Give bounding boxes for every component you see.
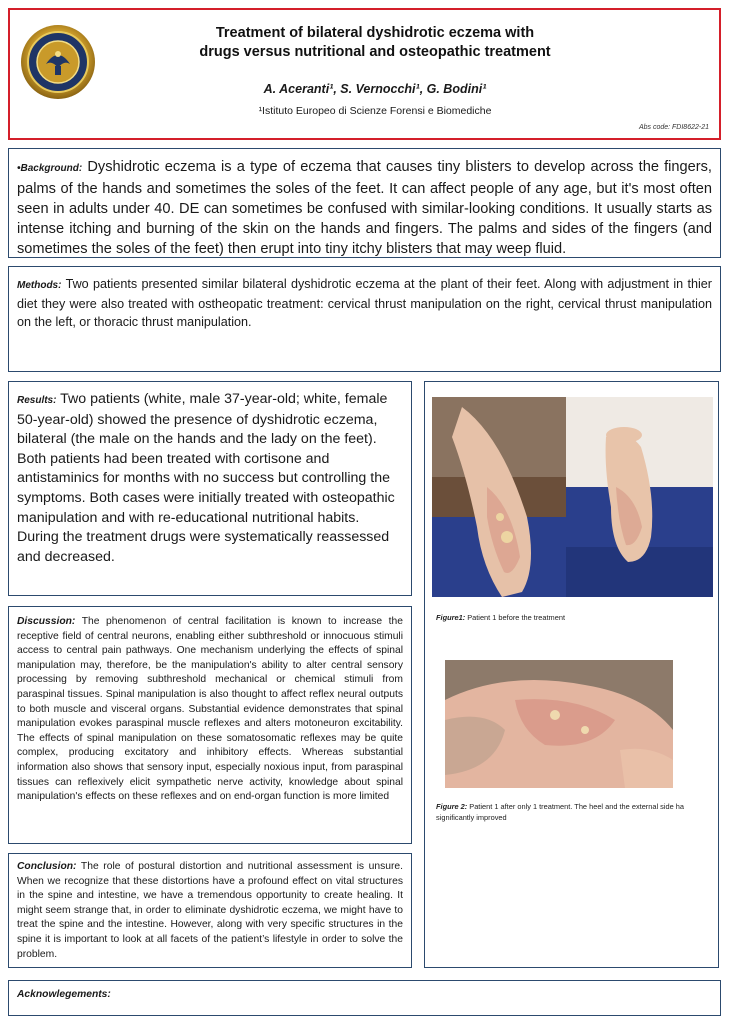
results-text: Two patients (white, male 37-year-old; white, female 50-year-old) showed the presence of dyshidrotic eczema, bilateral (the male on the hands and the lady on the feet). Both patients had been treated with cortisone and antistaminics for months with no success but controlling the symptoms. Both cases were initially treated with osteopathic manipulation and with re-educational nutritional habits. During the treatment drugs were systematically reassessed and decreased. — [17, 391, 395, 565]
figure-2-photo — [445, 660, 673, 788]
discussion-section — [8, 606, 412, 844]
abstract-code: Abs code: FDI8622-21 — [638, 124, 709, 131]
background-label: •Background: — [17, 163, 83, 174]
results-label: Results: — [17, 395, 57, 406]
figure-1-caption-text: Patient 1 before the treatment — [465, 613, 565, 622]
title-line-1: Treatment of bilateral dyshidrotic eczema with — [215, 25, 535, 41]
discussion-text: The phenomenon of central facilitation is known to increase the receptive field of central neurons, enabling either subthreshold or innocuous stimuli access to central pain pathways. One mechanism underlying the effects of spinal manipulation may, therefore, be the manipulation's ability to alter central sensory processing by removing subthreshold mechanical or chemical stimuli from paraspinal tissues. Spinal manipulation is also thought to affect reflex neural outputs to both muscle and visceral organs. Substantial evidence demonstrates that spinal manipulation evokes paraspinal muscle reflexes and alters motoneuron excitability. The effects of spinal manipulation on these somatosomatic reflexes may be quite complex, producing excitatory and inhibitory effects. Whereas substantial information also shows that sensory input, especially noxious input, from paraspinal tissues can reflexively elicit sympathetic nerve activity, knowledge about spinal manipulation's effects on these reflexes and on end-organ function is more limited — [17, 616, 403, 803]
figure-1-photo-right — [566, 397, 713, 597]
figure-1-photo-left — [432, 397, 566, 597]
title-line-2: drugs versus nutritional and osteopathic treatment — [199, 44, 551, 60]
figure-2-label: Figure 2: — [436, 802, 468, 811]
methods-paragraph — [17, 275, 712, 331]
poster-header — [8, 8, 721, 140]
authors: A. Aceranti¹, S. Vernocchi¹, G. Bodini¹ — [263, 82, 487, 96]
results-section — [8, 381, 412, 596]
methods-text: Two patients presented similar bilateral dyshidrotic eczema at the plant of their feet. Along with adjustment in thier diet they were also treated with ostheopatic treatment: cervical thrust manipulation on the right, cervical thrust manipulation on the left, or thoracic thrust manipulation. — [17, 277, 712, 329]
conclusion-section — [8, 853, 412, 968]
institution-seal-icon — [20, 24, 96, 100]
methods-label: Methods: — [17, 280, 62, 291]
background-text: Dyshidrotic eczema is a type of eczema that causes tiny blisters to develop across the fingers, palms of the hands and sometimes the soles of the feet. It can affect people of any age, but it's most often seen in adults under 40. DE can sometimes be confused with similar-looking conditions. It usually starts as intense itching and burning of the skin on the hands and fingers. The palms and sides of the fingers (and sometimes the soles of the feet) then erupt into tiny itchy blisters that may weep fluid. — [17, 159, 712, 257]
conclusion-text: The role of postural distortion and nutritional assessment is unsure. When we recognize that these distortions have a profound effect on vital structures in the spine and intestine, we have a tremendous opportunity to create healing. It might seem strange that, in order to eliminate dyshidrotic eczema, we might have to treat the spine and the intestine. However, along with very specific structures in the spine it is important to look at all facets of the patient’s lifestyle in order to solve the problem. — [17, 861, 403, 960]
figure-1-caption — [436, 612, 706, 623]
figure-2-caption — [436, 801, 711, 823]
figures-panel — [424, 381, 719, 968]
poster-title — [130, 24, 620, 62]
acknowledgements-section — [8, 980, 721, 1016]
background-paragraph — [17, 157, 712, 259]
results-paragraph — [17, 390, 403, 567]
figure-2-caption-text: Patient 1 after only 1 treatment. The heel and the external side ha significantly improved — [436, 802, 685, 822]
discussion-label: Discussion: — [17, 616, 76, 627]
background-section — [8, 148, 721, 258]
affiliation: ¹Istituto Europeo di Scienze Forensi e Biomediche — [258, 105, 492, 117]
discussion-paragraph — [17, 615, 403, 805]
acknowledgements-label: Acknowlegements: — [17, 989, 111, 1000]
figure-1-label: Figure1: — [436, 613, 466, 622]
conclusion-paragraph — [17, 860, 403, 962]
methods-section — [8, 266, 721, 372]
conclusion-label: Conclusion: — [17, 861, 77, 872]
